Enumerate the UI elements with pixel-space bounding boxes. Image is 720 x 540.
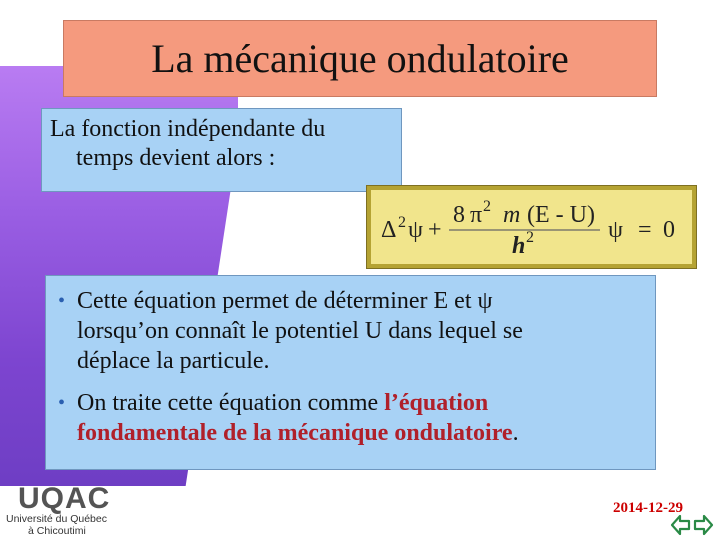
schrodinger-equation (367, 186, 696, 268)
slide-title: La mécanique ondulatoire (151, 36, 569, 81)
title-box (63, 20, 657, 97)
equation-graphic (371, 190, 692, 264)
nav-arrows-icon[interactable] (670, 512, 714, 538)
intro-text-box (41, 108, 402, 192)
eq-energy-term: (E - U) (527, 202, 595, 228)
eq-plus: + (428, 217, 442, 243)
logo-subtitle (6, 513, 107, 537)
bullet-2-prefix: On traite cette équation comme (77, 390, 385, 416)
eq-equals: = (638, 217, 652, 243)
eq-eight: 8 (453, 202, 465, 228)
bullet-text (77, 286, 523, 376)
bullet-item (58, 388, 641, 448)
uqac-logo (6, 482, 146, 540)
eq-psi-1: ψ (408, 217, 424, 243)
bullet-dot-icon: • (58, 392, 66, 414)
eq-planck: h (512, 233, 526, 259)
bullet-item (58, 286, 641, 376)
eq-mass: m (503, 202, 521, 228)
eq-zero: 0 (663, 217, 675, 243)
bullet-1-line-1: Cette équation permet de déterminer E et ψ (77, 288, 493, 314)
eq-psi-2: ψ (608, 217, 624, 243)
bullet-dot-icon: • (58, 290, 66, 312)
bullet-1-line-2: lorsqu’on connaît le potentiel U dans lequel se (77, 318, 523, 344)
bullet-2-highlight-2: fondamentale de la mécanique ondulatoire (77, 420, 513, 446)
eq-delta: Δ (381, 217, 397, 243)
eq-h-exponent: 2 (526, 229, 534, 246)
intro-line-1: La fonction indépendante du (50, 116, 326, 142)
bullet-2-suffix: . (512, 420, 519, 446)
eq-pi-exponent: 2 (483, 198, 491, 215)
slide-date: 2014-12-29 (613, 500, 683, 516)
logo-mark: UQAC (18, 482, 111, 515)
bullets-box (45, 275, 656, 470)
bullet-2-highlight-1: l’équation (384, 390, 489, 416)
intro-line-2: temps devient alors : (76, 145, 276, 171)
logo-subtitle-line-1: Université du Québec (6, 513, 107, 525)
eq-delta-exponent: 2 (398, 214, 406, 231)
bullet-1-line-3: déplace la particule. (77, 348, 270, 374)
logo-subtitle-line-2: à Chicoutimi (28, 525, 86, 537)
eq-pi: π (470, 202, 483, 228)
bullet-text (77, 388, 519, 448)
